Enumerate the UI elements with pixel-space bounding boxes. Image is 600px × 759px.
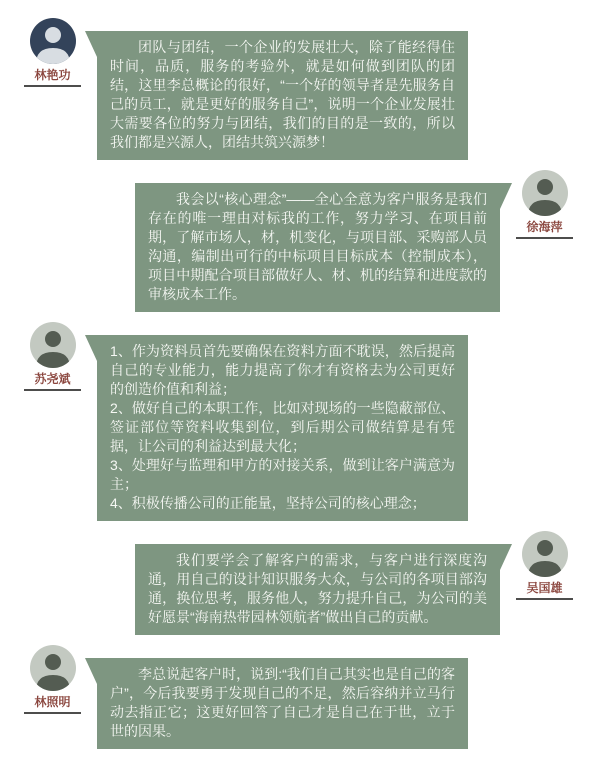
speech-bubble (97, 335, 468, 521)
avatar-column (24, 645, 81, 714)
message-list-item: 1、作为资料员首先要确保在资料方面不耽误，然后提高自己的专业能力，能力提高了你才有资格去为公司更好的创造价值和利益； (110, 343, 455, 397)
speaker-name: 徐海萍 (516, 220, 573, 239)
message-text: 我们要学会了解客户的需求，与客户进行深度沟通，用自己的设计知识服务大众，与公司的各项目部沟通，换位思考，服务他人，努力提升自己，为公司的美好愿景“海南热带园林领航者”做出自己的贡献。 (148, 552, 487, 625)
person-avatar-icon (522, 531, 568, 577)
avatar-column (24, 18, 81, 87)
person-avatar-icon (30, 18, 76, 64)
speech-bubble (97, 658, 468, 749)
speaker-name: 苏尧斌 (24, 372, 81, 391)
person-avatar-icon (30, 645, 76, 691)
message-row (0, 645, 600, 749)
person-avatar-icon (30, 322, 76, 368)
message-row (0, 531, 600, 635)
speech-bubble (135, 544, 500, 635)
message-text: 团队与团结，一个企业的发展壮大，除了能经得住时间，品质，服务的考验外，就是如何做到团队的团结，这里李总概论的很好，“一个好的领导者是先服务自己的员工，就是更好的服务自己”，说明一个企业发展壮大需要各位的努力与团结，我们的目的是一致的，所以我们都是兴源人，团结共筑兴源梦！ (110, 39, 455, 150)
avatar-column (516, 531, 573, 600)
message-row (0, 18, 600, 160)
avatar-column (516, 170, 573, 239)
speaker-name: 林艳功 (24, 68, 81, 87)
speaker-name: 吴国雄 (516, 581, 573, 600)
speaker-name: 林照明 (24, 695, 81, 714)
message-row (0, 170, 600, 312)
message-list-item: 2、做好自己的本职工作，比如对现场的一些隐蔽部位、签证部位等资料收集到位，到后期公司做结算是有凭据，让公司的利益达到最大化； (110, 400, 455, 454)
speech-bubble (135, 183, 500, 312)
message-list-item: 3、处理好与监理和甲方的对接关系，做到让客户满意为主； (110, 457, 455, 492)
avatar-column (24, 322, 81, 391)
message-list-item: 4、积极传播公司的正能量，坚持公司的核心理念； (110, 495, 426, 511)
message-text: 李总说起客户时，说到:“我们自己其实也是自己的客户”，今后我要勇于发现自己的不足，然后容纳并立马行动去指正它；这更好回答了自己才是自己在于世，立于世的因果。 (110, 666, 455, 739)
message-text: 我会以“核心理念”——全心全意为客户服务是我们存在的唯一理由对标我的工作，努力学习、在项目前期，了解市场人，材，机变化，与项目部、采购部人员沟通，编制出可行的中标项目目标成本（控制成本），项目中期配合项目部做好人、材、机的结算和进度款的审核成本工作。 (148, 191, 487, 302)
message-row (0, 322, 600, 521)
person-avatar-icon (522, 170, 568, 216)
speech-bubble (97, 31, 468, 160)
